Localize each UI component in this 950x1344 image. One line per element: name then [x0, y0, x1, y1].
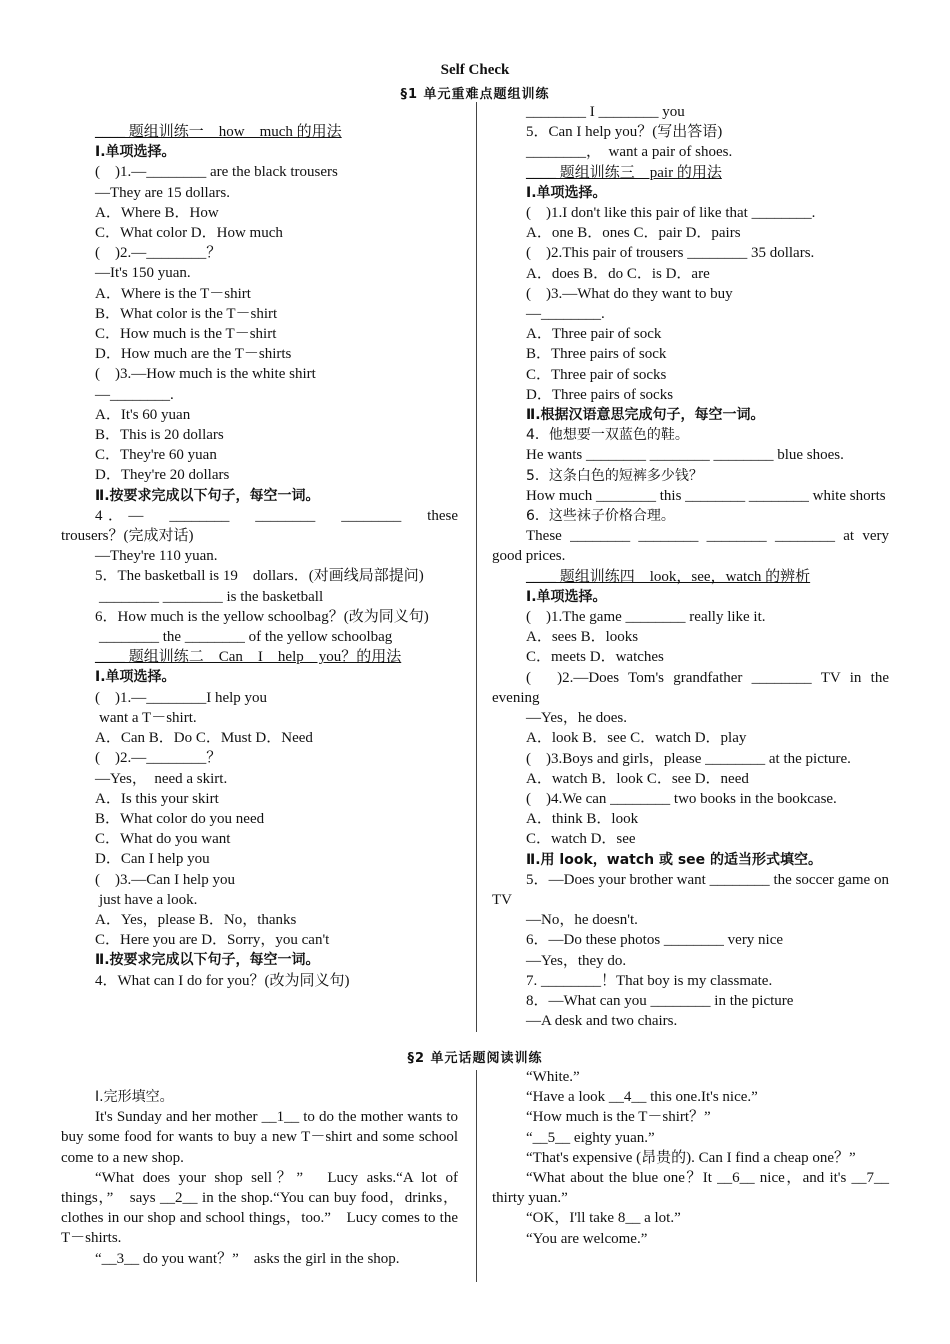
text-line: B．This is 20 dollars: [95, 427, 224, 444]
text-line: 6．How much is the yellow schoolbag？(改为同义句): [95, 608, 429, 625]
text-line: These ________ ________ ________ ________ at very good prices.: [492, 528, 889, 565]
text-line: A．Is this your skirt: [95, 790, 219, 807]
text-line: ( )2.—________？: [95, 750, 222, 767]
text-line: ____ 题组训练四 look，see，watch 的辨析: [526, 568, 811, 585]
text-line: —They're 110 yuan.: [95, 548, 218, 565]
text-line: 5．The basketball is 19 dollars．(对画线局部提问): [95, 568, 424, 585]
text-line: A．does B．do C．is D．are: [526, 265, 710, 282]
text-line: C．They're 60 yuan: [95, 447, 217, 464]
text-line: “White.”: [526, 1069, 580, 1085]
text-line: 5．这条白色的短裤多少钱？: [526, 467, 703, 484]
text-line: 4．他想要一双蓝色的鞋。: [526, 427, 689, 444]
text-line: want a T－shirt.: [99, 709, 197, 726]
text-line: Ⅰ.单项选择。: [95, 669, 176, 686]
text-line: “Have a look __4__ this one.It's nice.”: [526, 1089, 758, 1106]
text-line: 4．— ________ ________ ________ these trousers？(完成对话): [61, 507, 458, 545]
section-2-heading: §2 单元话题阅读训练: [407, 1051, 543, 1066]
text-line: ________ I ________ you: [526, 104, 685, 120]
text-line: 4．What can I do for you？(改为同义句): [95, 972, 350, 989]
text-line: Ⅰ.单项选择。: [95, 144, 176, 161]
text-line: 6．这些袜子价格合理。: [526, 508, 675, 525]
text-line: —A desk and two chairs.: [526, 1013, 678, 1030]
text-line: ( )2.—________？: [95, 245, 222, 262]
text-line: 5．Can I help you？(写出答语): [526, 124, 723, 141]
text-line: “How much is the T－shirt？”: [526, 1109, 711, 1126]
text-line: —No，he doesn't.: [526, 912, 638, 929]
text-line: “What does your shop sell？” Lucy asks.“A lot of things，” says __2__ in the shop.“You can buy food，drinks，clothes in our shop and school things，too.” Lucy comes to the T－shirts.: [61, 1169, 458, 1247]
text-line: ( )2.This pair of trousers ________ 35 dollars.: [526, 245, 815, 262]
column-divider-2: [476, 1070, 477, 1282]
text-line: ( )3.Boys and girls，please ________ at the picture.: [526, 750, 851, 767]
text-line: ( )3.—How much is the white shirt: [95, 366, 316, 383]
text-line: ( )3.—Can I help you: [95, 871, 235, 888]
text-line: A．one B．ones C．pair D．pairs: [526, 225, 741, 242]
text-line: “__3__ do you want？” asks the girl in the shop.: [95, 1250, 400, 1267]
text-line: Ⅱ.按要求完成以下句子，每空一词。: [95, 487, 320, 504]
text-line: C．meets D．watches: [526, 649, 664, 666]
text-line: D．They're 20 dollars: [95, 467, 230, 484]
text-line: D．Three pairs of socks: [526, 386, 674, 403]
text-line: A．sees B．looks: [526, 629, 639, 646]
text-line: Ⅱ.按要求完成以下句子，每空一词。: [95, 952, 320, 969]
text-line: ( )4.We can ________ two books in the bookcase.: [526, 790, 837, 807]
text-line: C．What do you want: [95, 831, 231, 848]
text-line: C．Here you are D．Sorry，you can't: [95, 932, 330, 949]
text-line: B．What color do you need: [95, 810, 265, 827]
text-line: “You are welcome.”: [526, 1230, 648, 1247]
text-line: —Yes，he does.: [526, 710, 627, 727]
text-line: ( )1.—________I help you: [95, 689, 268, 706]
text-line: A．Where is the T－shirt: [95, 285, 251, 302]
text-line: ( )1.I don't like this pair of like that ________.: [526, 205, 816, 222]
text-line: —Yes，they do.: [526, 952, 627, 969]
text-line: just have a look.: [99, 891, 198, 908]
text-line: ( )1.—________ are the black trousers: [95, 164, 338, 181]
text-line: —________.: [526, 306, 605, 323]
text-line: How much ________ this ________ ________ white shorts: [526, 487, 886, 504]
left-column-section-2: [61, 1087, 458, 1269]
text-line: A．Can B．Do C．Must D．Need: [95, 730, 313, 747]
text-line: D．Can I help you: [95, 851, 210, 868]
text-line: Ⅱ.用 look，watch 或 see 的适当形式填空。: [526, 851, 823, 868]
text-line: —________.: [95, 386, 174, 403]
text-line: ____ 题组训练一 how much 的用法: [95, 124, 342, 140]
text-line: A．Yes，please B．No，thanks: [95, 911, 297, 928]
text-line: ________ ________ is the basketball: [99, 588, 324, 605]
right-column-section-1: [492, 102, 889, 1031]
text-line: —Yes， need a skirt.: [95, 770, 228, 787]
text-line: ( )2.—Does Tom's grandfather ________ TV in the evening: [492, 669, 889, 706]
text-line: A．It's 60 yuan: [95, 406, 191, 423]
text-line: C．How much is the T－shirt: [95, 326, 277, 343]
section-1-heading: §1 单元重难点题组训练: [400, 87, 550, 102]
text-line: B．Three pairs of sock: [526, 346, 667, 363]
right-column-section-2: [492, 1067, 889, 1249]
left-column-section-1: [61, 122, 458, 991]
text-line: Ⅱ.根据汉语意思完成句子，每空一词。: [526, 407, 765, 424]
text-line: ________ the ________ of the yellow schoolbag: [99, 629, 393, 646]
text-line: Ⅰ.单项选择。: [526, 588, 607, 605]
text-line: A．think B．look: [526, 811, 639, 828]
text-line: 5．—Does your brother want ________ the soccer game on TV: [492, 871, 889, 908]
text-line: A．Three pair of sock: [526, 326, 662, 343]
text-line: It's Sunday and her mother __1__ to do the mother wants to buy some food for wants to buy a new T－shirt and some school come to a new shop.: [61, 1109, 458, 1166]
text-line: C．Three pair of socks: [526, 366, 667, 383]
text-line: C．watch D．see: [526, 831, 636, 848]
text-line: “That's expensive (昂贵的). Can I find a cheap one？”: [526, 1149, 856, 1166]
text-line: D．How much are the T－shirts: [95, 346, 292, 363]
text-line: —They are 15 dollars.: [95, 184, 230, 201]
text-line: “__5__ eighty yuan.”: [526, 1129, 655, 1146]
page-title: Self Check: [440, 62, 510, 78]
text-line: ____ 题组训练三 pair 的用法: [526, 164, 722, 181]
text-line: B．What color is the T－shirt: [95, 305, 278, 322]
text-line: Ⅰ.单项选择。: [526, 184, 607, 201]
text-line: ____ 题组训练二 Can I help you？的用法: [95, 649, 402, 666]
text-line: “OK，I'll take 8__ a lot.”: [526, 1210, 681, 1227]
text-line: ( )1.The game ________ really like it.: [526, 609, 766, 626]
text-line: 7. ________！That boy is my classmate.: [526, 972, 773, 989]
text-line: A．look B．see C．watch D．play: [526, 730, 747, 747]
text-line: ( )3.—What do they want to buy: [526, 285, 733, 302]
text-line: C．What color D．How much: [95, 225, 283, 242]
text-line: 8．—What can you ________ in the picture: [526, 992, 794, 1009]
text-line: 6．—Do these photos ________ very nice: [526, 932, 784, 949]
text-line: A．Where B．How: [95, 204, 219, 221]
text-line: A．watch B．look C．see D．need: [526, 770, 749, 787]
text-line: ________， want a pair of shoes.: [526, 144, 733, 161]
text-line: “What about the blue one？It __6__ nice，and it's __7__ thirty yuan.”: [492, 1170, 889, 1207]
column-divider: [476, 102, 477, 1032]
text-line: Ⅰ.完形填空。: [95, 1089, 174, 1105]
text-line: He wants ________ ________ ________ blue shoes.: [526, 447, 844, 464]
text-line: —It's 150 yuan.: [95, 265, 191, 282]
